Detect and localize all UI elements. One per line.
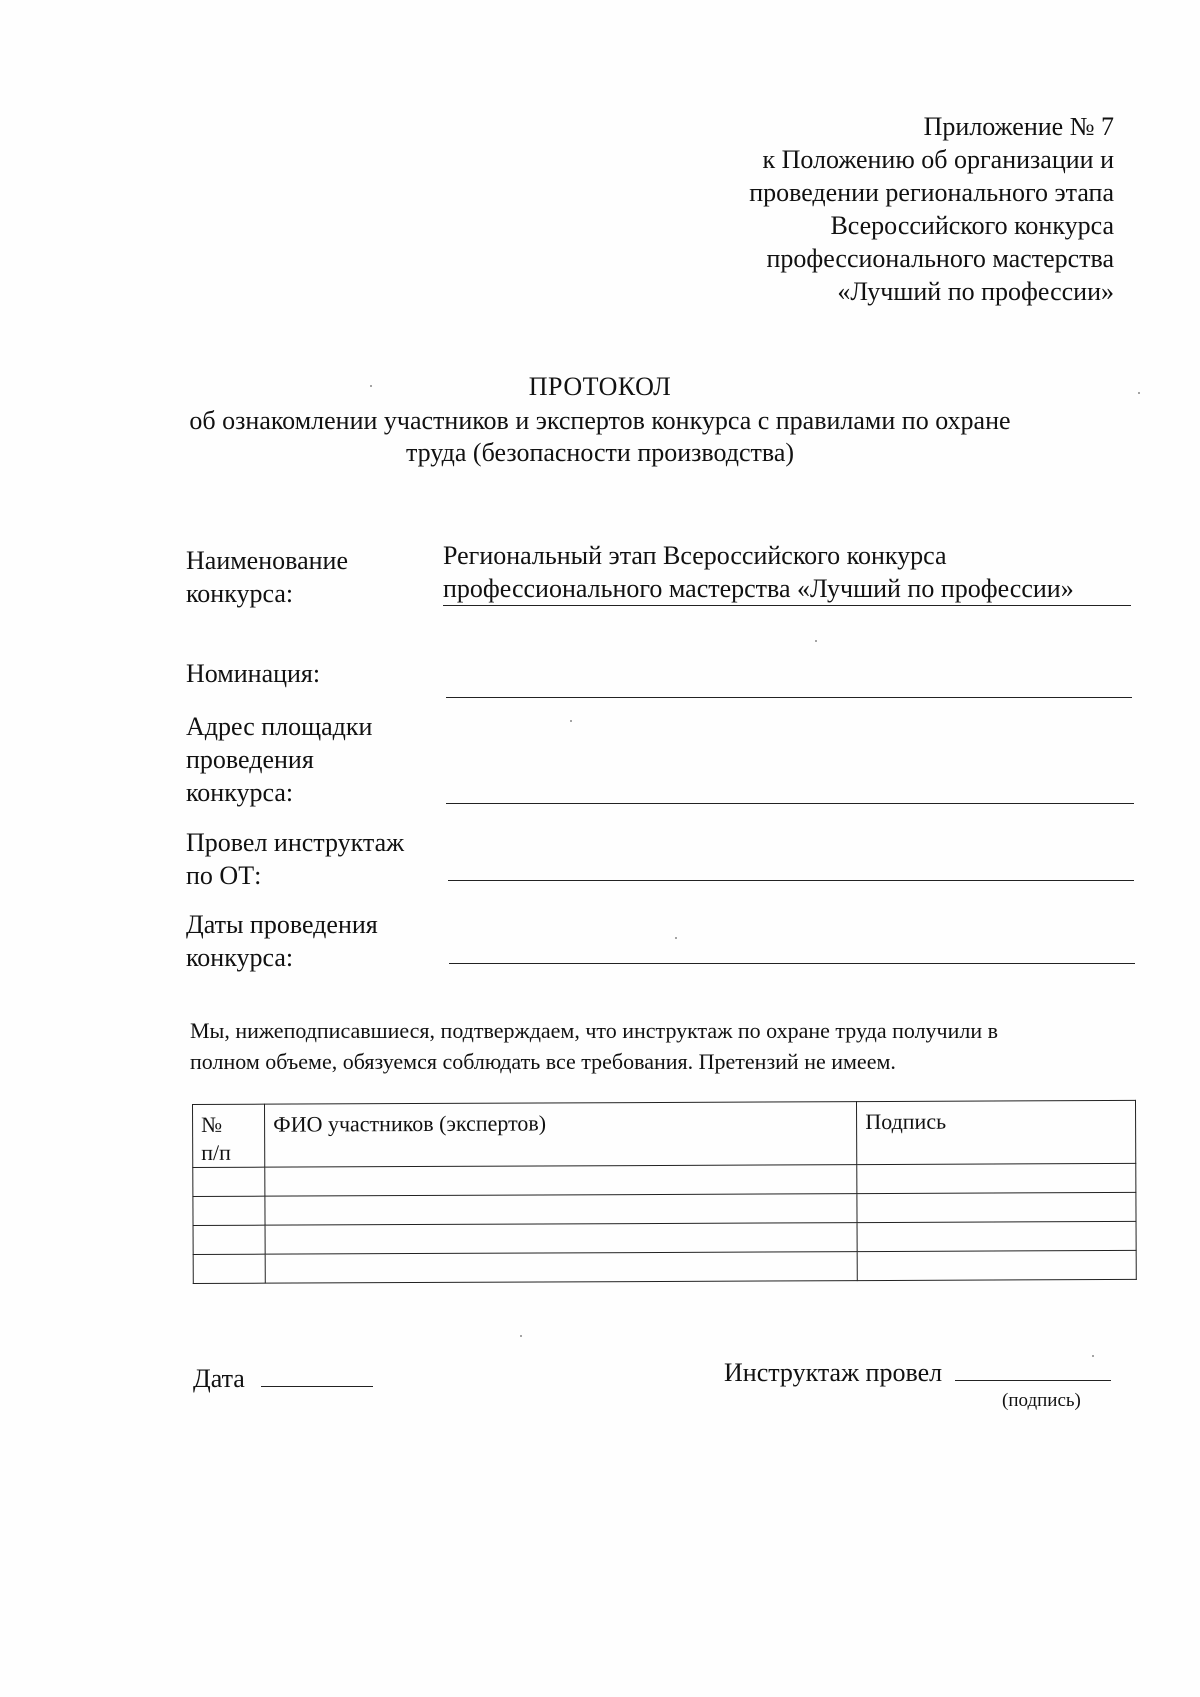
row-number-cell[interactable]: [193, 1254, 265, 1283]
subtitle-line: об ознакомлении участников и экспертов конкурса с правилами по охране: [189, 406, 1011, 435]
signature-cell[interactable]: [857, 1250, 1136, 1280]
label-line: проведения: [186, 745, 314, 774]
column-header-name: ФИО участников (экспертов): [265, 1102, 857, 1168]
signature-caption: (подпись): [1002, 1390, 1081, 1411]
signature-cell[interactable]: [857, 1192, 1136, 1222]
venue-address-label: [186, 710, 446, 809]
briefing-by-underline: [448, 880, 1134, 881]
label-line: Наименование: [186, 546, 348, 575]
label-line: конкурса:: [186, 943, 294, 972]
table-row: [193, 1192, 1136, 1225]
appendix-line: профессионального мастерства: [766, 244, 1114, 273]
date-blank-field[interactable]: [261, 1366, 373, 1387]
nomination-underline: [446, 697, 1132, 698]
participant-name-cell[interactable]: [265, 1165, 857, 1197]
competition-name-underline: [443, 605, 1131, 606]
document-title: ПРОТОКОЛ: [528, 372, 672, 401]
appendix-line: Всероссийского конкурса: [830, 211, 1114, 240]
row-number-cell[interactable]: [193, 1196, 265, 1225]
scan-speck: [1092, 1355, 1094, 1357]
nomination-label: [186, 657, 446, 690]
instructor-signature-line: [724, 1357, 1111, 1389]
label-line: Номинация:: [186, 659, 321, 688]
row-number-cell[interactable]: [193, 1225, 265, 1254]
scan-speck: [815, 640, 817, 642]
document-subtitle: [150, 405, 1050, 469]
venue-address-underline: [446, 803, 1134, 804]
scan-speck: [370, 385, 372, 387]
header-line: п/п: [201, 1139, 231, 1165]
label-line: по ОТ:: [186, 861, 262, 890]
label-line: Даты проведения: [186, 910, 378, 939]
label-line: Адрес площадки: [186, 712, 373, 741]
table-row: [193, 1163, 1136, 1196]
label-line: конкурса:: [186, 579, 294, 608]
appendix-line: Приложение № 7: [923, 112, 1114, 141]
column-header-signature: Подпись: [857, 1100, 1136, 1164]
label-line: конкурса:: [186, 778, 294, 807]
appendix-line: проведении регионального этапа: [749, 178, 1114, 207]
participant-name-cell[interactable]: [265, 1223, 857, 1255]
appendix-reference: [654, 110, 1114, 308]
table-row: [193, 1221, 1136, 1254]
scan-speck: [570, 720, 572, 722]
signature-cell[interactable]: [857, 1163, 1136, 1193]
label-line: Провел инструктаж: [186, 828, 405, 857]
competition-name-value: [443, 539, 1074, 605]
scan-speck: [1138, 392, 1140, 394]
briefing-by-label: [186, 826, 446, 892]
scan-speck: [520, 1335, 522, 1337]
scan-speck: [675, 937, 677, 939]
value-line: профессионального мастерства «Лучший по профессии»: [443, 574, 1074, 603]
dates-underline: [449, 963, 1135, 964]
signature-cell[interactable]: [857, 1221, 1136, 1251]
participant-name-cell[interactable]: [265, 1194, 857, 1226]
instructor-label: Инструктаж провел: [724, 1358, 943, 1387]
row-number-cell[interactable]: [193, 1167, 265, 1196]
participant-name-cell[interactable]: [265, 1252, 857, 1284]
confirmation-statement: [190, 1015, 1090, 1077]
date-signature-line: [193, 1363, 373, 1395]
participants-signature-table: [192, 1100, 1137, 1284]
table-header-row: [193, 1100, 1136, 1167]
statement-line: полном объеме, обязуемся соблюдать все требования. Претензий не имеем.: [190, 1049, 896, 1074]
subtitle-line: труда (безопасности производства): [405, 438, 795, 467]
statement-line: Мы, нижеподписавшиеся, подтверждаем, что инструктаж по охране труда получили в: [190, 1018, 999, 1043]
appendix-line: «Лучший по профессии»: [837, 277, 1114, 306]
instructor-signature-blank[interactable]: [955, 1360, 1111, 1381]
appendix-line: к Положению об организации и: [762, 145, 1114, 174]
header-line: №: [201, 1111, 223, 1137]
value-line: Региональный этап Всероссийского конкурса: [443, 541, 947, 570]
column-header-number: [193, 1104, 265, 1167]
date-label: Дата: [193, 1364, 245, 1393]
table-row: [193, 1250, 1136, 1283]
dates-label: [186, 908, 446, 974]
competition-name-label: [186, 544, 446, 610]
